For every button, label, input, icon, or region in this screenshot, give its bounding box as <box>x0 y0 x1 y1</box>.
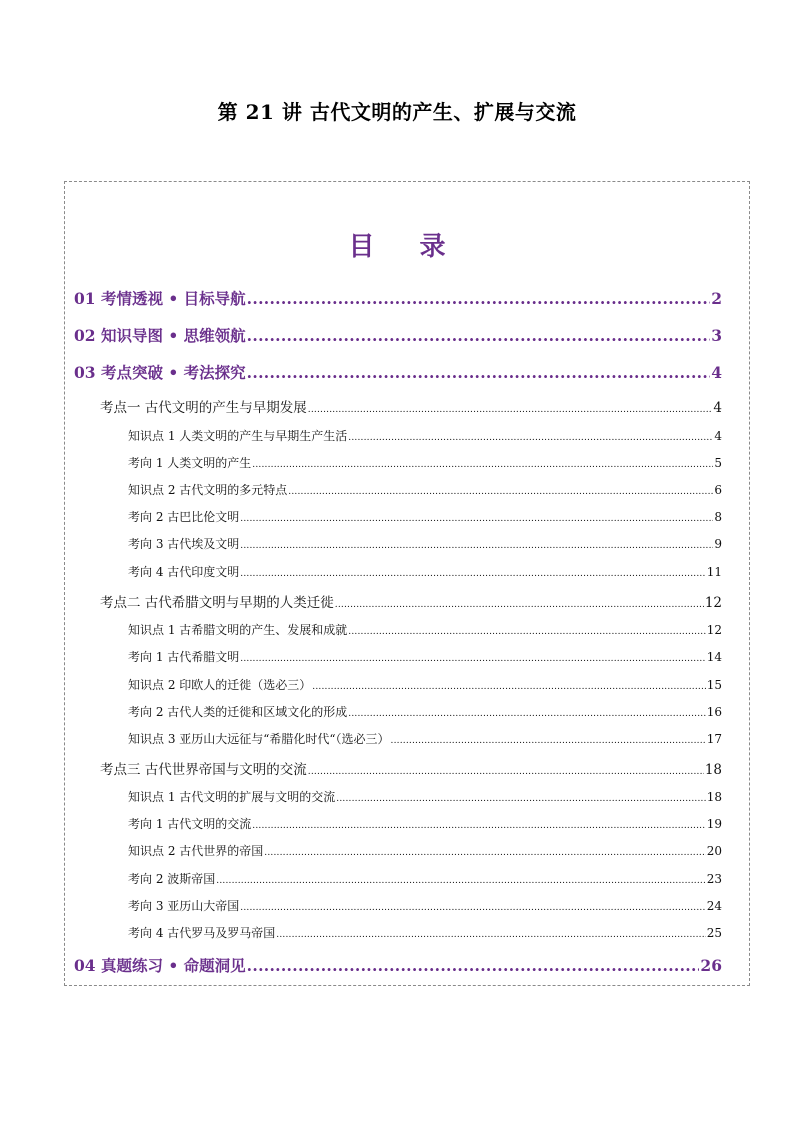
toc-leader-dots <box>247 289 711 308</box>
toc-entry-text: 04 真题练习 • 命题洞见 <box>74 956 246 975</box>
toc-entry-page: 12 <box>706 623 722 637</box>
toc-entry-kaoxiang[interactable] <box>128 815 722 832</box>
toc-entry-zhishidian[interactable] <box>128 621 722 638</box>
toc-entry-page: 2 <box>711 289 722 308</box>
toc-entry-text: 考向 1 人类文明的产生 <box>128 456 252 470</box>
toc-leader-dots <box>252 460 713 470</box>
toc-entry-page: 15 <box>706 678 722 692</box>
toc-entry-page: 25 <box>706 926 722 940</box>
toc-entry-text: 考点一 古代文明的产生与早期发展 <box>100 400 307 416</box>
toc-entry-kaoxiang[interactable] <box>128 648 722 665</box>
toc-entry-page: 6 <box>714 483 722 497</box>
toc-leader-dots <box>216 876 705 886</box>
toc-entry-page: 18 <box>704 762 722 778</box>
toc-heading: 目 录 <box>348 232 464 262</box>
toc-entry-kaoxiang[interactable] <box>128 897 722 914</box>
toc-leader-dots <box>348 627 705 637</box>
toc-entry-zhishidian[interactable] <box>128 730 722 747</box>
toc-entry-text: 知识点 3 亚历山大远征与“希腊化时代“（选必三） <box>128 732 390 746</box>
toc-leader-dots <box>247 363 711 382</box>
toc-leader-dots <box>308 405 713 415</box>
toc-leader-dots <box>247 956 700 975</box>
toc-entry-kaoxiang[interactable] <box>128 703 722 720</box>
toc-entry-kaoxiang[interactable] <box>128 454 722 471</box>
toc-entry-text: 知识点 2 印欧人的迁徙（选必三） <box>128 678 312 692</box>
toc-entry-text: 知识点 1 人类文明的产生与早期生产生活 <box>128 429 348 443</box>
toc-entry-kaoxiang[interactable] <box>128 508 722 525</box>
toc-leader-dots <box>391 736 706 746</box>
toc-entry-page: 19 <box>706 817 722 831</box>
toc-entry-kaoxiang[interactable] <box>128 870 722 887</box>
toc-leader-dots <box>240 903 705 913</box>
toc-entry-kaodian-3[interactable] <box>100 758 722 778</box>
toc-entry-text: 考向 1 古代希腊文明 <box>128 650 240 664</box>
toc-entry-text: 考向 3 亚历山大帝国 <box>128 899 240 913</box>
toc-leader-dots <box>288 487 713 497</box>
toc-entry-page: 4 <box>713 400 722 416</box>
toc-leader-dots <box>240 569 705 579</box>
toc-leader-dots <box>247 326 711 345</box>
toc-leader-dots <box>335 600 704 610</box>
toc-entry-page: 16 <box>706 705 722 719</box>
toc-entry-page: 23 <box>706 872 722 886</box>
toc-entry-text: 知识点 2 古代文明的多元特点 <box>128 483 288 497</box>
toc-entry-text: 考向 3 古代埃及文明 <box>128 537 240 551</box>
toc-entry-page: 24 <box>706 899 722 913</box>
toc-entry-text: 考向 4 古代罗马及罗马帝国 <box>128 926 276 940</box>
toc-entry-text: 考点二 古代希腊文明与早期的人类迁徙 <box>100 595 334 611</box>
toc-entry-kaoxiang[interactable] <box>128 535 722 552</box>
toc-entry-text: 考向 2 古巴比伦文明 <box>128 510 240 524</box>
toc-entry-page: 3 <box>711 326 722 345</box>
document-title: 第 21 讲 古代文明的产生、扩展与交流 <box>217 100 577 124</box>
toc-entry-page: 11 <box>706 565 722 579</box>
toc-entry-page: 5 <box>714 456 722 470</box>
toc-entry-text: 01 考情透视 • 目标导航 <box>74 289 246 308</box>
toc-entry-kaoxiang[interactable] <box>128 924 722 941</box>
toc-entry-page: 12 <box>704 595 722 611</box>
toc-entry-text: 02 知识导图 • 思维领航 <box>74 326 246 345</box>
toc-entry-zhishidian[interactable] <box>128 788 722 805</box>
toc-entry-section-04[interactable] <box>74 954 722 976</box>
toc-leader-dots <box>240 514 713 524</box>
toc-entry-text: 考向 2 波斯帝国 <box>128 872 216 886</box>
toc-entry-page: 18 <box>706 790 722 804</box>
toc-entry-page: 4 <box>711 363 722 382</box>
toc-leader-dots <box>348 709 705 719</box>
toc-entry-page: 4 <box>714 429 722 443</box>
toc-leader-dots <box>308 767 704 777</box>
toc-leader-dots <box>264 848 705 858</box>
toc-leader-dots <box>240 541 713 551</box>
toc-entry-zhishidian[interactable] <box>128 427 722 444</box>
toc-entry-page: 8 <box>714 510 722 524</box>
toc-entry-page: 14 <box>706 650 722 664</box>
toc-entry-section-03[interactable] <box>74 361 722 383</box>
toc-entry-kaoxiang[interactable] <box>128 563 722 580</box>
toc-entry-kaodian-2[interactable] <box>100 591 722 611</box>
toc-entry-text: 知识点 1 古代文明的扩展与文明的交流 <box>128 790 336 804</box>
toc-entry-zhishidian[interactable] <box>128 481 722 498</box>
toc-leader-dots <box>276 930 705 940</box>
toc-entry-text: 考点三 古代世界帝国与文明的交流 <box>100 762 307 778</box>
toc-entry-zhishidian[interactable] <box>128 842 722 859</box>
toc-entry-section-02[interactable] <box>74 324 722 346</box>
toc-entry-text: 知识点 2 古代世界的帝国 <box>128 844 264 858</box>
toc-entry-page: 17 <box>706 732 722 746</box>
toc-entry-text: 考向 1 古代文明的交流 <box>128 817 252 831</box>
toc-leader-dots <box>240 654 705 664</box>
toc-entry-text: 考向 4 古代印度文明 <box>128 565 240 579</box>
toc-entry-section-01[interactable] <box>74 287 722 309</box>
toc-leader-dots <box>336 794 705 804</box>
toc-entry-page: 20 <box>706 844 722 858</box>
toc-entry-text: 03 考点突破 • 考法探究 <box>74 363 246 382</box>
toc-entry-kaodian-1[interactable] <box>100 396 722 416</box>
toc-entry-page: 9 <box>714 537 722 551</box>
toc-entry-text: 知识点 1 古希腊文明的产生、发展和成就 <box>128 623 348 637</box>
toc-leader-dots <box>252 821 705 831</box>
toc-leader-dots <box>348 433 713 443</box>
toc-entry-text: 考向 2 古代人类的迁徙和区域文化的形成 <box>128 705 348 719</box>
toc-entry-zhishidian[interactable] <box>128 676 722 693</box>
toc-entry-page: 26 <box>700 956 722 975</box>
toc-leader-dots <box>312 682 705 692</box>
